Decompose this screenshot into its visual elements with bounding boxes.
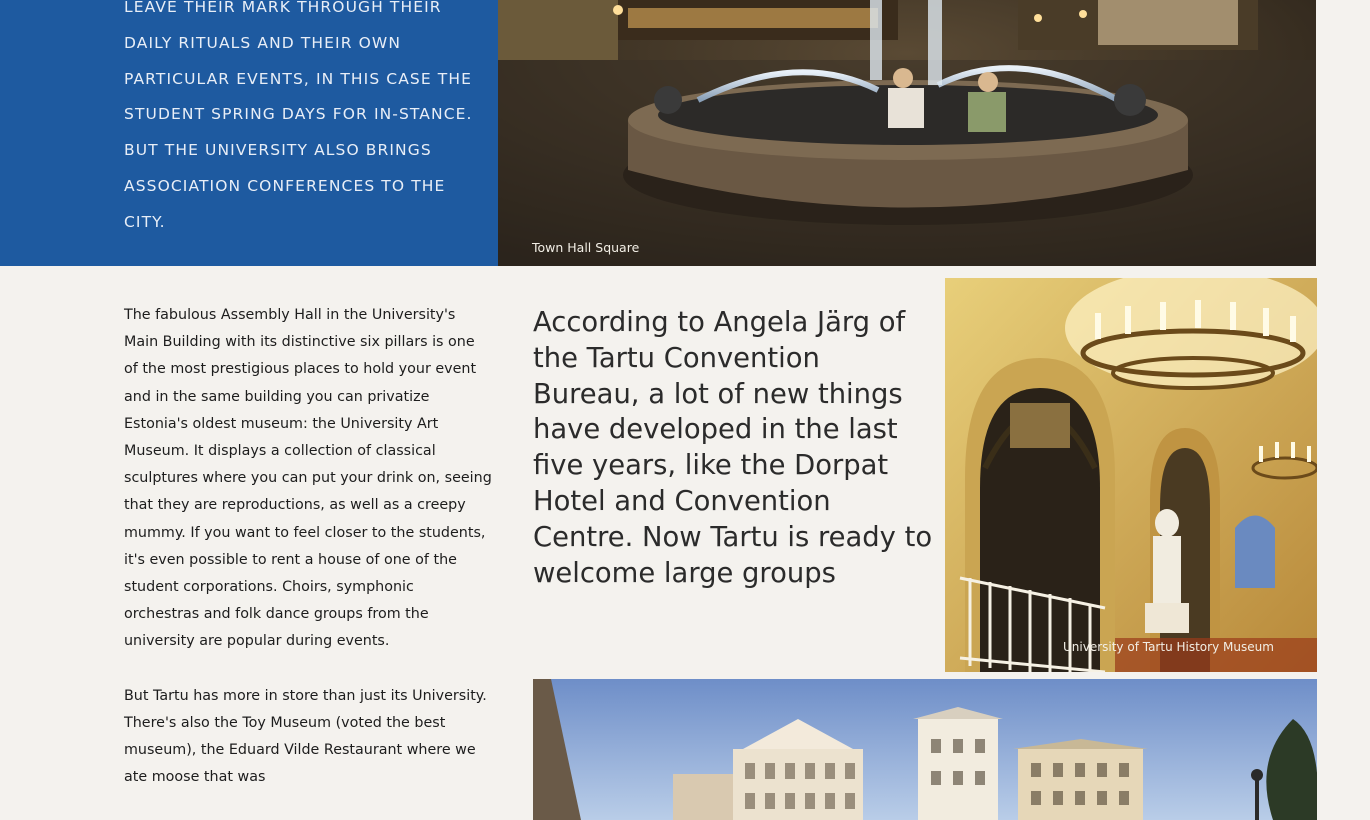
city-street-illustration <box>533 679 1317 820</box>
body-paragraph-1: The fabulous Assembly Hall in the University's Main Building with its distinctive six pillars is one of the most prestigious places to hold your event and in the same building you can privatize Estonia's oldest museum: the University Art Museum. It displays a collection of classical sculptures where you can put your drink on, seeing that they are reproductions, as well as a creepy mummy. If you want to feel closer to the students, it's even possible to rent a house of one of the student corporations. Choirs, symphonic orchestras and folk dance groups from the university are popular during events. <box>124 307 492 650</box>
pull-quote: According to Angela Järg of the Tartu Convention Bureau, a lot of new things have developed in the last five years, like the Dorpat Hotel and Convention Centre. Now Tartu is ready to welcome large groups <box>533 307 933 589</box>
square-caption: Town Hall Square <box>532 240 640 255</box>
town-hall-square-illustration <box>498 0 1316 266</box>
town-hall-square-photo <box>498 0 1316 266</box>
history-museum-illustration <box>945 278 1317 672</box>
body-paragraph-2: But Tartu has more in store than just its University. There's also the Toy Museum (voted the best museum), the Eduard Vilde Restaurant where we ate moose that was <box>124 687 487 786</box>
museum-caption: University of Tartu History Museum <box>1063 640 1274 654</box>
body-text-column <box>124 302 492 818</box>
intro-panel <box>0 0 498 266</box>
history-museum-photo <box>945 278 1317 672</box>
city-street-photo <box>533 679 1317 820</box>
intro-text: LEAVE THEIR MARK THROUGH THEIR DAILY RITUALS AND THEIR OWN PARTICULAR EVENTS, IN THIS CASE THE STUDENT SPRING DAYS FOR IN-STANCE. BUT THE UNIVERSITY ALSO BRINGS ASSOCIATION CONFERENCES TO THE CITY. <box>124 0 473 231</box>
